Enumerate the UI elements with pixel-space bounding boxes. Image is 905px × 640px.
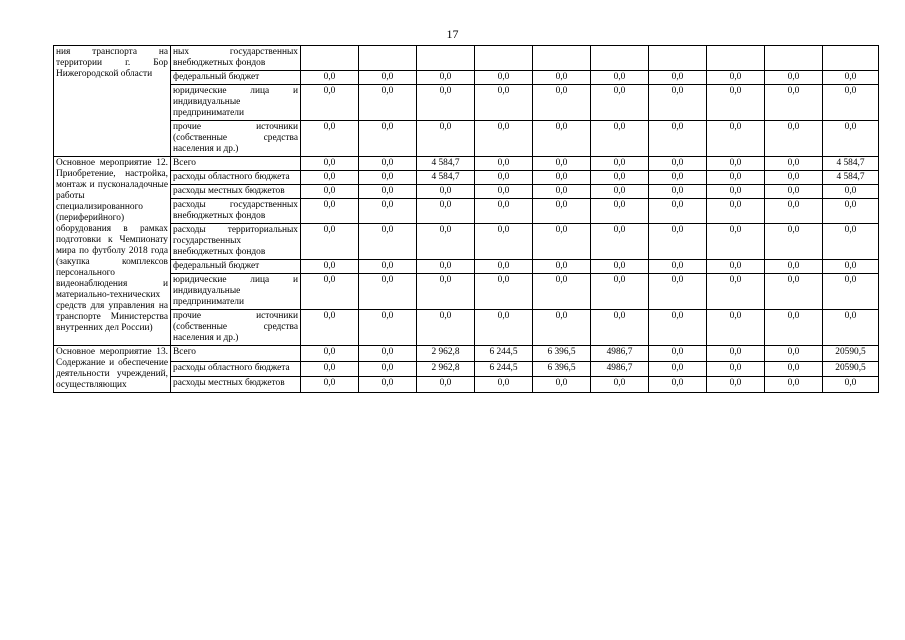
- value-cell: 0,0: [301, 157, 359, 171]
- value-cell: 0,0: [533, 171, 591, 185]
- activity-cell: ния транспорта на территории г. Бор Нижегородской области: [54, 46, 171, 157]
- table-row: [54, 121, 879, 157]
- value-cell: 0,0: [475, 199, 533, 224]
- value-cell: 0,0: [359, 157, 417, 171]
- value-cell: 0,0: [823, 185, 879, 199]
- value-cell: 0,0: [359, 346, 417, 362]
- value-cell: 0,0: [417, 199, 475, 224]
- value-cell: 0,0: [359, 224, 417, 260]
- funding-source-cell: расходы областного бюджета: [171, 171, 301, 185]
- value-cell: 0,0: [359, 377, 417, 393]
- value-cell: 0,0: [533, 71, 591, 85]
- value-cell: 0,0: [649, 85, 707, 121]
- value-cell: 0,0: [649, 199, 707, 224]
- funding-source-cell: расходы территориальных государственных внебюджетных фондов: [171, 224, 301, 260]
- value-cell: 0,0: [707, 157, 765, 171]
- value-cell: 6 396,5: [533, 346, 591, 362]
- value-cell: 0,0: [765, 260, 823, 274]
- value-cell: 0,0: [475, 157, 533, 171]
- value-cell: 0,0: [533, 274, 591, 310]
- value-cell: 4986,7: [591, 346, 649, 362]
- funding-source-cell: Всего: [171, 346, 301, 362]
- value-cell: 0,0: [649, 361, 707, 377]
- value-cell: 0,0: [823, 199, 879, 224]
- value-cell: 0,0: [475, 71, 533, 85]
- value-cell: [301, 46, 359, 71]
- table-row: [54, 361, 879, 377]
- value-cell: 2 962,8: [417, 361, 475, 377]
- value-cell: 0,0: [359, 71, 417, 85]
- value-cell: 0,0: [765, 361, 823, 377]
- value-cell: 0,0: [301, 377, 359, 393]
- value-cell: 0,0: [475, 274, 533, 310]
- value-cell: 0,0: [765, 171, 823, 185]
- value-cell: 0,0: [359, 85, 417, 121]
- value-cell: 0,0: [475, 121, 533, 157]
- table-row: [54, 274, 879, 310]
- value-cell: 0,0: [649, 157, 707, 171]
- value-cell: 0,0: [591, 121, 649, 157]
- value-cell: 0,0: [765, 199, 823, 224]
- table-row: [54, 260, 879, 274]
- value-cell: 0,0: [649, 185, 707, 199]
- value-cell: 0,0: [359, 121, 417, 157]
- value-cell: 0,0: [649, 71, 707, 85]
- value-cell: 0,0: [591, 157, 649, 171]
- value-cell: 0,0: [475, 224, 533, 260]
- value-cell: 0,0: [707, 260, 765, 274]
- funding-source-cell: федеральный бюджет: [171, 71, 301, 85]
- value-cell: 0,0: [475, 260, 533, 274]
- table-row: [54, 346, 879, 362]
- value-cell: 0,0: [765, 185, 823, 199]
- value-cell: 0,0: [359, 310, 417, 346]
- funding-source-cell: расходы местных бюджетов: [171, 377, 301, 393]
- value-cell: 0,0: [359, 199, 417, 224]
- value-cell: 0,0: [475, 85, 533, 121]
- value-cell: 0,0: [417, 185, 475, 199]
- value-cell: 0,0: [649, 121, 707, 157]
- value-cell: 0,0: [823, 274, 879, 310]
- funding-source-cell: юридические лица и индивидуальные предприниматели: [171, 85, 301, 121]
- value-cell: 0,0: [301, 85, 359, 121]
- value-cell: 0,0: [417, 121, 475, 157]
- activity-cell: Основное мероприятие 12. Приобретение, настройка, монтаж и пусконаладочные работы специализированного (периферийного) оборудования в рамках подготовки к Чемпионату мира по футболу 2018 года (закупка комплексов персонального видеонаблюдения и материально-технических средств для управления на транспорте Министерства внутренних дел России): [54, 157, 171, 346]
- value-cell: [823, 46, 879, 71]
- value-cell: 20590,5: [823, 361, 879, 377]
- value-cell: 0,0: [823, 260, 879, 274]
- table-row: [54, 46, 879, 71]
- value-cell: 0,0: [533, 310, 591, 346]
- value-cell: 0,0: [707, 185, 765, 199]
- value-cell: [765, 46, 823, 71]
- value-cell: 0,0: [359, 260, 417, 274]
- value-cell: 0,0: [475, 171, 533, 185]
- value-cell: 0,0: [765, 377, 823, 393]
- value-cell: 0,0: [707, 171, 765, 185]
- value-cell: 0,0: [301, 346, 359, 362]
- value-cell: 0,0: [533, 260, 591, 274]
- value-cell: 0,0: [591, 260, 649, 274]
- value-cell: 0,0: [533, 377, 591, 393]
- table-row: [54, 171, 879, 185]
- funding-source-cell: юридические лица и индивидуальные предприниматели: [171, 274, 301, 310]
- value-cell: [359, 46, 417, 71]
- value-cell: 0,0: [591, 274, 649, 310]
- value-cell: 0,0: [765, 85, 823, 121]
- value-cell: [591, 46, 649, 71]
- value-cell: 0,0: [359, 361, 417, 377]
- table-row: [54, 157, 879, 171]
- value-cell: 0,0: [823, 310, 879, 346]
- table-row: [54, 199, 879, 224]
- value-cell: 0,0: [707, 310, 765, 346]
- value-cell: 0,0: [475, 310, 533, 346]
- value-cell: 0,0: [649, 260, 707, 274]
- table-row: [54, 185, 879, 199]
- table-row: [54, 224, 879, 260]
- value-cell: 0,0: [765, 71, 823, 85]
- value-cell: 0,0: [765, 121, 823, 157]
- value-cell: 0,0: [301, 199, 359, 224]
- value-cell: [649, 46, 707, 71]
- value-cell: 4 584,7: [823, 157, 879, 171]
- value-cell: 0,0: [417, 224, 475, 260]
- value-cell: 0,0: [417, 377, 475, 393]
- value-cell: [417, 46, 475, 71]
- table-body: [54, 46, 879, 393]
- value-cell: 0,0: [301, 121, 359, 157]
- table-row: [54, 377, 879, 393]
- value-cell: 0,0: [707, 199, 765, 224]
- value-cell: 0,0: [649, 310, 707, 346]
- value-cell: 0,0: [417, 310, 475, 346]
- value-cell: 0,0: [417, 71, 475, 85]
- funding-source-cell: расходы областного бюджета: [171, 361, 301, 377]
- value-cell: 2 962,8: [417, 346, 475, 362]
- value-cell: 0,0: [359, 185, 417, 199]
- value-cell: 0,0: [301, 171, 359, 185]
- table-row: [54, 71, 879, 85]
- value-cell: 0,0: [823, 377, 879, 393]
- value-cell: 0,0: [707, 377, 765, 393]
- value-cell: 0,0: [707, 361, 765, 377]
- value-cell: 0,0: [533, 121, 591, 157]
- value-cell: 0,0: [823, 224, 879, 260]
- value-cell: 0,0: [591, 85, 649, 121]
- value-cell: 0,0: [649, 274, 707, 310]
- value-cell: 4986,7: [591, 361, 649, 377]
- table-row: [54, 310, 879, 346]
- value-cell: 0,0: [765, 310, 823, 346]
- value-cell: 0,0: [301, 71, 359, 85]
- value-cell: 0,0: [301, 310, 359, 346]
- value-cell: 0,0: [707, 85, 765, 121]
- value-cell: 0,0: [359, 274, 417, 310]
- value-cell: 0,0: [533, 199, 591, 224]
- value-cell: 0,0: [591, 310, 649, 346]
- table-row: [54, 85, 879, 121]
- funding-source-cell: расходы государственных внебюджетных фондов: [171, 199, 301, 224]
- value-cell: 6 244,5: [475, 346, 533, 362]
- page-number: 17: [446, 27, 459, 41]
- value-cell: 4 584,7: [823, 171, 879, 185]
- value-cell: 0,0: [823, 85, 879, 121]
- value-cell: 0,0: [707, 346, 765, 362]
- value-cell: 0,0: [823, 71, 879, 85]
- value-cell: 0,0: [533, 85, 591, 121]
- value-cell: 0,0: [475, 185, 533, 199]
- value-cell: 0,0: [301, 260, 359, 274]
- value-cell: [475, 46, 533, 71]
- value-cell: 0,0: [649, 377, 707, 393]
- value-cell: 0,0: [533, 224, 591, 260]
- value-cell: 0,0: [765, 346, 823, 362]
- value-cell: 0,0: [591, 199, 649, 224]
- value-cell: 6 244,5: [475, 361, 533, 377]
- value-cell: 0,0: [417, 274, 475, 310]
- value-cell: 0,0: [359, 171, 417, 185]
- value-cell: 0,0: [707, 71, 765, 85]
- value-cell: 0,0: [417, 260, 475, 274]
- value-cell: 0,0: [301, 274, 359, 310]
- value-cell: 0,0: [591, 171, 649, 185]
- funding-source-cell: ных государственных внебюджетных фондов: [171, 46, 301, 71]
- value-cell: 0,0: [765, 157, 823, 171]
- value-cell: 4 584,7: [417, 157, 475, 171]
- value-cell: 0,0: [649, 224, 707, 260]
- activity-cell: Основное мероприятие 13. Содержание и обеспечение деятельности учреждений, осуществляющих: [54, 346, 171, 393]
- value-cell: 0,0: [707, 224, 765, 260]
- value-cell: 0,0: [417, 85, 475, 121]
- value-cell: 0,0: [301, 185, 359, 199]
- value-cell: 0,0: [591, 224, 649, 260]
- funding-source-cell: федеральный бюджет: [171, 260, 301, 274]
- value-cell: 0,0: [533, 157, 591, 171]
- value-cell: 0,0: [591, 377, 649, 393]
- value-cell: 0,0: [475, 377, 533, 393]
- value-cell: 0,0: [591, 185, 649, 199]
- funding-source-cell: прочие источники (собственные средства населения и др.): [171, 121, 301, 157]
- value-cell: 6 396,5: [533, 361, 591, 377]
- value-cell: 0,0: [707, 274, 765, 310]
- value-cell: 0,0: [649, 346, 707, 362]
- budget-table: [53, 45, 879, 393]
- value-cell: 20590,5: [823, 346, 879, 362]
- value-cell: 0,0: [765, 274, 823, 310]
- value-cell: 0,0: [591, 71, 649, 85]
- value-cell: [533, 46, 591, 71]
- value-cell: 0,0: [649, 171, 707, 185]
- value-cell: [707, 46, 765, 71]
- value-cell: 0,0: [765, 224, 823, 260]
- value-cell: 0,0: [301, 361, 359, 377]
- value-cell: 0,0: [823, 121, 879, 157]
- value-cell: 0,0: [533, 185, 591, 199]
- value-cell: 0,0: [707, 121, 765, 157]
- value-cell: 0,0: [301, 224, 359, 260]
- funding-source-cell: Всего: [171, 157, 301, 171]
- funding-source-cell: расходы местных бюджетов: [171, 185, 301, 199]
- funding-source-cell: прочие источники (собственные средства населения и др.): [171, 310, 301, 346]
- value-cell: 4 584,7: [417, 171, 475, 185]
